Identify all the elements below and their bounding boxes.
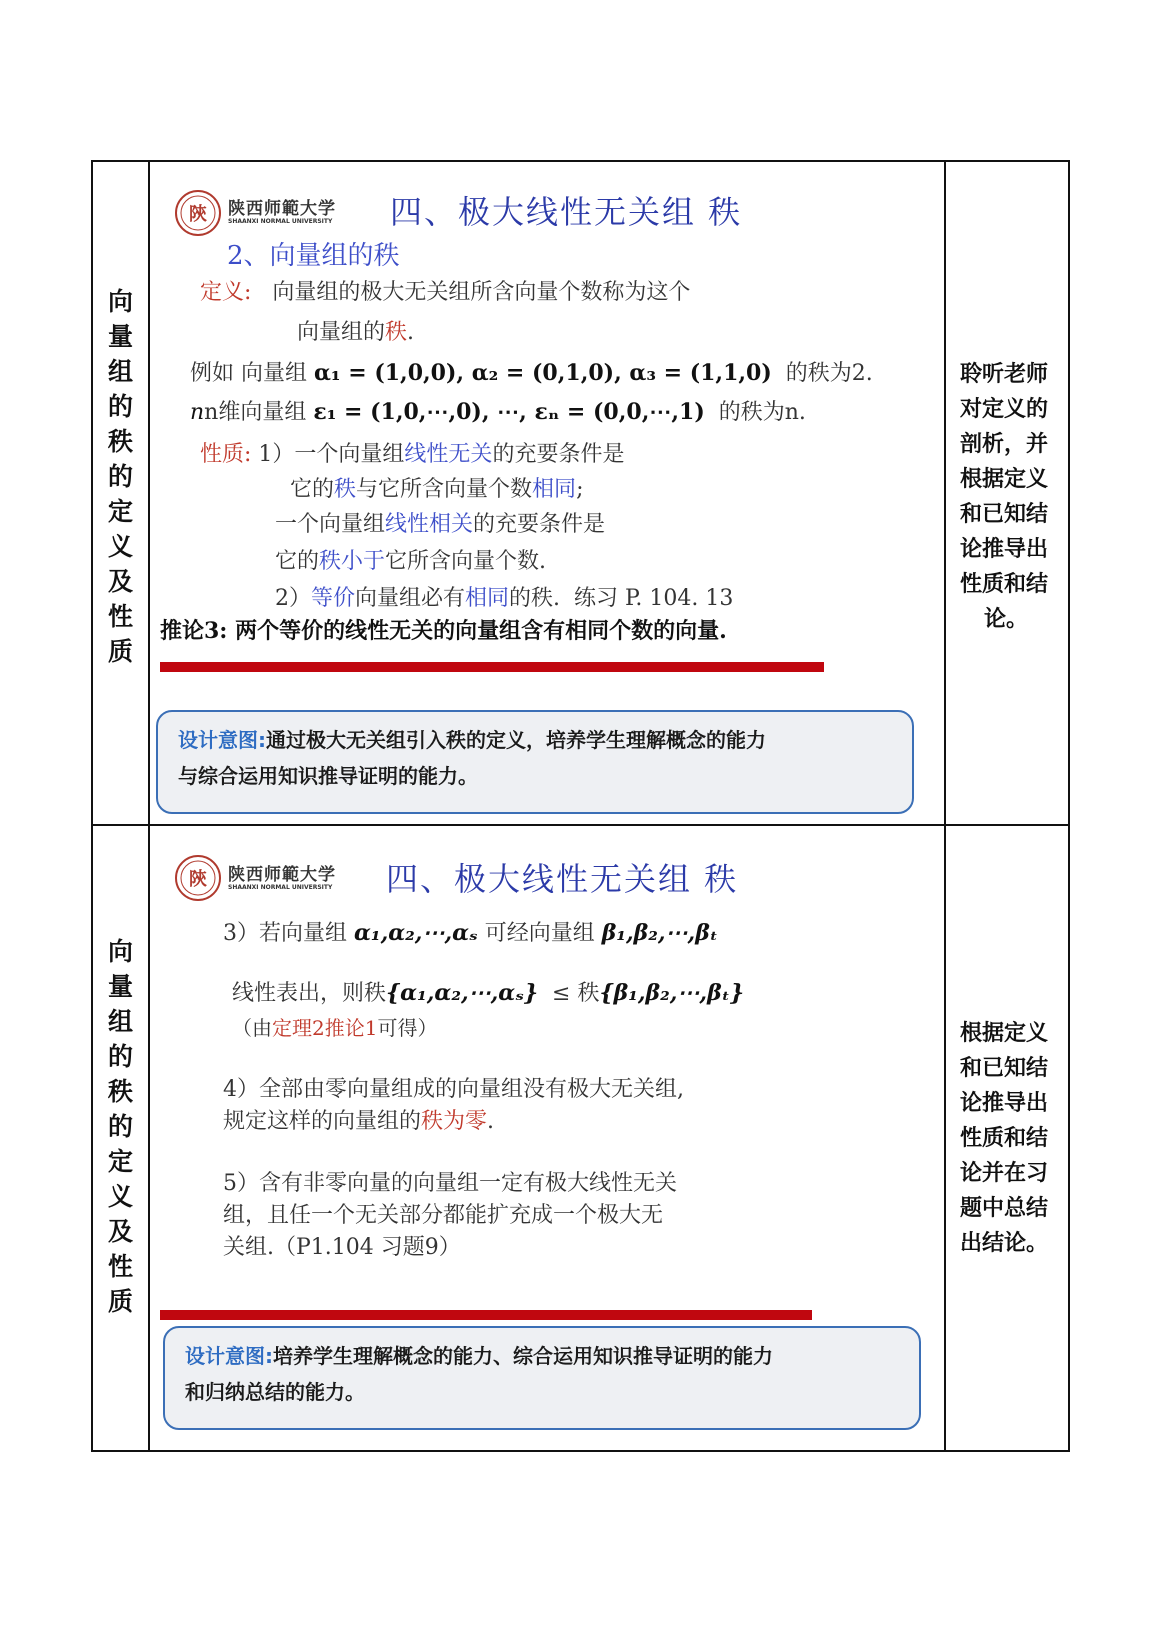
divider-bar: [160, 662, 824, 672]
university-name: 陕西师範大学: [228, 865, 336, 885]
table-row: [93, 162, 1068, 826]
property-4-line-1: 4）全部由零向量组成的向量组没有极大无关组,: [223, 1077, 684, 1102]
property-1-line-2: 它的秩与它所含向量个数相同;: [290, 477, 584, 502]
design-intent-text-2: 与综合运用知识推导证明的能力。: [178, 764, 478, 788]
row-title: 向 量 组 的 秩 的 定 义 及 性 质: [107, 937, 133, 1316]
slide-cell: [150, 162, 944, 824]
activity-cell: [944, 826, 1068, 1450]
university-name-en: SHAANXI NORMAL UNIVERSITY: [228, 218, 333, 225]
student-activity-text: 聆听老师 对定义的 剖析，并 根据定义 和已知结 论推导出 性质和结 论。: [960, 362, 1049, 632]
university-name: 陕西师範大学: [228, 199, 336, 219]
property-3-line-3: （由定理2推论1可得）: [232, 1016, 438, 1040]
svg-text:陝: 陝: [189, 869, 207, 890]
divider-bar: [160, 1310, 812, 1320]
property-3-line-1: 3）若向量组 α₁,α₂,⋯,αₛ 可经向量组 β₁,β₂,⋯,βₜ: [223, 920, 718, 946]
definition-line-2: 向量组的秩.: [297, 320, 415, 345]
slide-subtitle: 2、向量组的秩: [227, 241, 400, 271]
property-2-line: 2）等价向量组必有相同的秩. 练习 P. 104. 13: [275, 586, 734, 611]
row-title: 向 量 组 的 秩 的 定 义 及 性 质: [107, 287, 133, 666]
design-intent-text-2: 和归纳总结的能力。: [185, 1380, 365, 1404]
slide-cell: [150, 826, 944, 1450]
property-5-line-1: 5）含有非零向量的向量组一定有极大线性无关: [223, 1171, 677, 1196]
definition-line-1: 定义: 向量组的极大无关组所含向量个数称为这个: [200, 280, 691, 305]
property-3-line-2: 线性表出，则秩{α₁,α₂,⋯,αₛ} ≤ 秩{β₁,β₂,⋯,βₜ}: [232, 980, 744, 1006]
university-logo-icon: [174, 189, 222, 237]
university-logo-icon: [174, 854, 222, 902]
design-intent-box: [163, 1326, 921, 1430]
property-5-line-2: 组，且任一个无关部分都能扩充成一个极大无: [223, 1203, 664, 1228]
design-intent-text: 培养学生理解概念的能力、综合运用知识推导证明的能力: [273, 1344, 773, 1368]
student-activity-text: 根据定义 和已知结 论推导出 性质和结 论并在习 题中总结 出结论。: [960, 1021, 1049, 1256]
lesson-table: [91, 160, 1070, 1452]
slide-title: 四、极大线性无关组 秩: [390, 193, 743, 231]
property-1-line-4: 它的秩小于它所含向量个数.: [275, 549, 547, 574]
university-name-en: SHAANXI NORMAL UNIVERSITY: [228, 884, 333, 891]
slide-title: 四、极大线性无关组 秩: [386, 860, 739, 898]
example-line: 例如 向量组 α₁ = (1,0,0), α₂ = (0,1,0), α₃ = (1,1,0) 的秩为2.: [190, 360, 873, 386]
row-title-cell: [93, 162, 150, 824]
corollary-line: 推论3: 两个等价的线性无关的向量组含有相同个数的向量.: [160, 618, 727, 644]
property-4-line-2: 规定这样的向量组的秩为零.: [223, 1109, 495, 1134]
design-intent-box: [156, 710, 914, 814]
row-title-cell: [93, 826, 150, 1450]
ndim-example-line: nn维向量组 ε₁ = (1,0,⋯,0), ⋯, εₙ = (0,0,⋯,1) 的秩为n.: [190, 399, 806, 425]
property-1-line-3: 一个向量组线性相关的充要条件是: [275, 512, 606, 537]
property-5-line-3: 关组.（P1.104 习题9）: [223, 1235, 461, 1260]
svg-text:陝: 陝: [189, 204, 207, 225]
design-intent-label: 设计意图:: [178, 728, 266, 752]
table-row: [93, 826, 1068, 1450]
design-intent-text: 通过极大无关组引入秩的定义，培养学生理解概念的能力: [266, 728, 766, 752]
activity-cell: [944, 162, 1068, 824]
property-1-line-1: 性质: 1）一个向量组线性无关的充要条件是: [200, 442, 625, 467]
design-intent-label: 设计意图:: [185, 1344, 273, 1368]
